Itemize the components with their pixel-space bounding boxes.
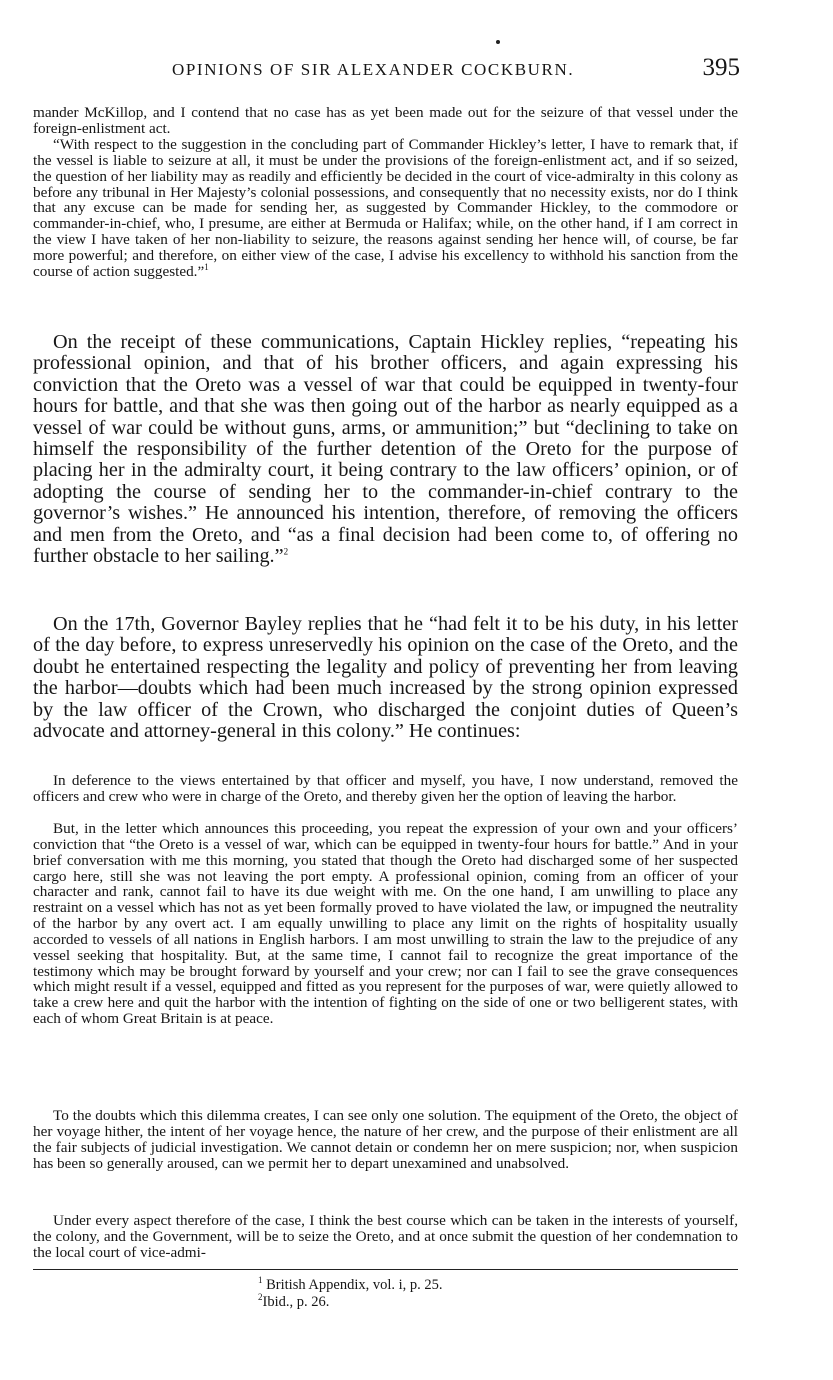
- paragraph-letter-argument: [33, 821, 738, 1027]
- running-title: OPINIONS OF SIR ALEXANDER COCKBURN.: [172, 60, 575, 79]
- paragraph-text: Under every aspect therefore of the case, I think the best course which can be taken in the interests of yourself, the colony, and the Government, will be to seize the Oreto, and at once submit the question of her condemnation to the local court of vice-admi-: [33, 1212, 738, 1261]
- paragraph-quoted-opinion: [33, 137, 738, 280]
- footnote-mark: 1: [258, 1275, 263, 1286]
- footnote-1: [258, 1277, 443, 1293]
- paragraph-text: “With respect to the suggestion in the concluding part of Commander Hickley’s letter, I have to remark that, if the vessel is liable to seizure at all, it must be under the provisions of the foreign-enlistment act, and if so seized, the question of her liability may as readily and efficiently be decided in the court of vice-admiralty in this colony as before any tribunal in Her Majesty’s colonial possessions, and consequently that no necessity exists, nor do I think that any excuse can be made for sending her, as suggested by Commander Hickley, to the commodore or commander-in-chief, who, I presume, are either at Bermuda or Halifax; while, on the other hand, if I am correct in the view I have taken of her non-liability to seizure, the reasons against sending her hence will, of course, be far more powerful; and therefore, on either view of the case, I advise his excellency to withhold his sanction from the course of action suggested.”: [33, 136, 738, 280]
- paragraph-text: To the doubts which this dilemma creates, I can see only one solution. The equipment of the Oreto, the object of her voyage hither, the intent of her voyage hence, the nature of her crew, and the purpose of their enlistment are all the fair subjects of judicial investigation. We cannot detain or condemn her on mere suspicion; nor, when suspicion has been so generally aroused, can we permit her to depart unexamined and unabsolved.: [33, 1107, 738, 1172]
- footnote-ref: 2: [283, 546, 289, 557]
- paragraph-letter-conclusion: [33, 1213, 738, 1261]
- paragraph-letter-deference: [33, 773, 738, 805]
- paragraph-text: mander McKillop, and I contend that no case has as yet been made out for the seizure of that vessel under the foreign-enlistment act.: [33, 104, 738, 137]
- page-number: 395: [702, 54, 740, 81]
- printer-speck: [496, 40, 500, 44]
- running-header: [32, 54, 742, 94]
- footnote-text: British Appendix, vol. i, p. 25.: [262, 1277, 443, 1293]
- footnote-mark: 2: [258, 1292, 263, 1303]
- footnote-ref: 1: [204, 261, 209, 272]
- paragraph-text: But, in the letter which announces this proceeding, you repeat the expression of your own and your officers’ conviction that “the Oreto is a vessel of war, which can be equipped in twenty-four hours for battle.” And in your brief conversation with me this morning, you stated that though the Oreto had discharged some of her suspected cargo here, still she was not leaving the port empty. A professional opinion, coming from an officer of your character and rank, cannot fail to have its due weight with me. On the one hand, I am unwilling to place any restraint on a vessel which has not as yet been formally proved to have violated the law, or impugned the neutrality of the harbor by any overt act. I am equally unwilling to place any limit on the rights of hospitality usually accorded to vessels of all nations in English harbors. I am most unwilling to strain the law to the prejudice of any vessel seeking that hospitality. But, at the same time, I cannot fail to recognize the great importance of the testimony which may be brought forward by yourself and your crew; nor can I fail to see the grave consequences which might result if a vessel, equipped and fitted as you represent for the purposes of war, were quietly allowed to take a crew here and quit the harbor with the intention of fighting on the side of one or two belligerent states, with each of whom Great Britain is at peace.: [33, 820, 738, 1028]
- paragraph-hickley-reply: [33, 332, 738, 567]
- paragraph-text: On the receipt of these communications, Captain Hickley replies, “repeating his professional opinion, and that of his brother officers, and again expressing his conviction that the Oreto was a vessel of war that could be equipped in twenty-four hours for battle, and that she was then going out of the harbor as nearly equipped as a vessel of war could be without guns, arms, or ammunition;” but “declining to take on himself the responsibility of the further detention of the Oreto for the purpose of placing her in the admiralty court, it being contrary to the law officers’ opinion, or of adopting the course of sending her to the commander-in-chief contrary to the governor’s wishes.” He announced his intention, therefore, of removing the officers and men from the Oreto, and “as a final decision had been come to, of offering no further obstacle to her sailing.”: [33, 331, 738, 568]
- paragraph-bayley-reply: [33, 614, 738, 742]
- paragraph-letter-solution: [33, 1108, 738, 1171]
- footnote-text: Ibid., p. 26.: [262, 1294, 330, 1310]
- footnote-divider: [33, 1269, 738, 1270]
- paragraph-text: In deference to the views entertained by that officer and myself, you have, I now understand, removed the officers and crew who were in charge of the Oreto, and thereby given her the option of leaving the harbor.: [33, 772, 738, 805]
- footnote-2: [258, 1294, 329, 1310]
- paragraph-continuation: [33, 105, 738, 137]
- paragraph-text: On the 17th, Governor Bayley replies that he “had felt it to be his duty, in his letter of the day before, to express unreservedly his opinion on the case of the Oreto, and the doubt he entertained respecting the legality and policy of preventing her from leaving the harbor—doubts which had been much increased by the strong opinion expressed by the law officer of the Crown, who discharged the conjoint duties of Queen’s advocate and attorney-general in this colony.” He continues:: [33, 613, 738, 743]
